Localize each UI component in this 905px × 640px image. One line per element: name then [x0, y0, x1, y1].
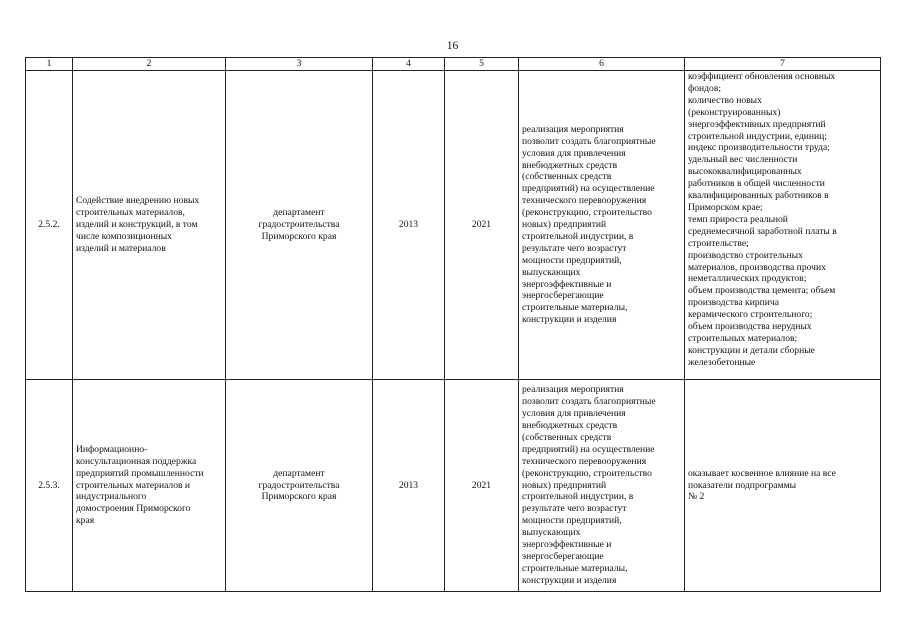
text-line: края [76, 515, 95, 527]
text-line: условия для привлечения [522, 147, 626, 159]
text-line: домостроения Приморского [76, 503, 191, 515]
text-line: Содействие внедрению новых [76, 195, 200, 207]
text-line: неметаллических продуктов; [688, 273, 807, 285]
text-line: новых) предприятий [522, 479, 607, 491]
text-line: строительстве; [688, 237, 749, 249]
end-year: 2021 [445, 71, 519, 380]
text-line: объем производства нерудных [688, 321, 812, 333]
expected-result-cell [519, 380, 685, 592]
text-line: энергоэффективных предприятий [688, 118, 826, 130]
text-line: конструкции и изделия [522, 574, 617, 586]
text-line: выпускающих [522, 266, 581, 278]
text-line: изделий и конструкций, в том [76, 219, 198, 231]
text-line: производства кирпича [688, 297, 779, 309]
header-cell: 1 [26, 58, 73, 71]
text-line: железобетонные [688, 356, 756, 368]
text-line: конструкции и детали сборные [688, 344, 815, 356]
header-cell: 3 [226, 58, 373, 71]
text-line: реализация мероприятия [522, 384, 624, 396]
text-line: (реконструкцию, строительство [522, 207, 652, 219]
text-line: предприятий) на осуществление [522, 443, 655, 455]
text-line: Приморском крае; [688, 201, 763, 213]
start-year: 2013 [373, 380, 445, 592]
text-line: технического перевооружения [522, 455, 647, 467]
text-line: новых) предприятий [522, 219, 607, 231]
text-line: Приморского края [261, 491, 337, 503]
header-cell: 4 [373, 58, 445, 71]
text-line: энергоэффективные и [522, 278, 612, 290]
text-line: позволит создать благоприятные [522, 396, 656, 408]
text-line: выпускающих [522, 527, 581, 539]
activity-cell [73, 71, 226, 380]
text-line: темп прироста реальной [688, 213, 788, 225]
text-line: числе композиционных [76, 230, 172, 242]
text-line: строительной индустрии, в [522, 491, 634, 503]
text-line: позволит создать благоприятные [522, 135, 656, 147]
text-line: строительные материалы, [522, 562, 628, 574]
text-line: производство строительных [688, 249, 803, 261]
text-line: удельный вес численности [688, 154, 798, 166]
text-line: мощности предприятий, [522, 515, 622, 527]
text-line: объем производства цемента; объем [688, 285, 836, 297]
end-year: 2021 [445, 380, 519, 592]
text-line: (реконструкцию, строительство [522, 467, 652, 479]
text-line: высококвалифицированных [688, 166, 802, 178]
text-line: (реконструированных) [688, 106, 781, 118]
text-line: Приморского края [261, 230, 337, 242]
text-line: результате чего возрастут [522, 242, 627, 254]
text-line: строительной индустрии, единиц; [688, 130, 827, 142]
text-line: реализация мероприятия [522, 123, 624, 135]
header-cell: 6 [519, 58, 685, 71]
header-cell: 5 [445, 58, 519, 71]
text-line: фондов; [688, 82, 722, 94]
text-line: департамент [273, 467, 325, 479]
executor-cell [226, 380, 373, 592]
text-line: предприятий промышленности [76, 467, 204, 479]
text-line: работников в общей численности [688, 178, 825, 190]
header-cell: 7 [685, 58, 881, 71]
text-line: предприятий) на осуществление [522, 183, 655, 195]
text-line: конструкции и изделия [522, 314, 617, 326]
text-line: Информационно- [76, 443, 148, 455]
text-line: (собственных средств [522, 171, 612, 183]
text-line: мощности предприятий, [522, 254, 622, 266]
text-line: индекс производительности труда; [688, 142, 830, 154]
item-number: 2.5.2. [26, 71, 73, 380]
text-line: строительные материалы, [522, 302, 628, 314]
text-line: оказывает косвенное влияние на все [688, 467, 836, 479]
text-line: материалов, производства прочих [688, 261, 826, 273]
text-line: результате чего возрастут [522, 503, 627, 515]
text-line: керамического строительного; [688, 309, 813, 321]
start-year: 2013 [373, 71, 445, 380]
text-line: департамент [273, 207, 325, 219]
text-line: строительных материалов и [76, 479, 191, 491]
table-row [26, 71, 881, 380]
text-line: среднемесячной заработной платы в [688, 225, 837, 237]
program-table [25, 57, 881, 592]
text-line: коэффициент обновления основных [688, 71, 836, 82]
text-line: квалифицированных работников в [688, 190, 829, 202]
text-line: (собственных средств [522, 431, 612, 443]
text-line: энергоэффективные и [522, 539, 612, 551]
header-cell: 2 [73, 58, 226, 71]
text-line: строительных материалов; [688, 332, 798, 344]
indicators-cell [685, 71, 881, 380]
activity-cell [73, 380, 226, 592]
text-line: градостроительства [258, 479, 340, 491]
text-line: показатели подпрограммы [688, 479, 797, 491]
page-number: 16 [446, 40, 459, 52]
header-row [26, 58, 881, 71]
table-row [26, 380, 881, 592]
text-line: № 2 [688, 491, 705, 503]
executor-cell [226, 71, 373, 380]
text-line: энергосберегающие [522, 550, 604, 562]
indicators-cell [685, 380, 881, 592]
text-line: условия для привлечения [522, 408, 626, 420]
text-line: градостроительства [258, 219, 340, 231]
text-line: изделий и материалов [76, 242, 166, 254]
text-line: строительных материалов, [76, 207, 185, 219]
text-line: внебюджетных средств [522, 420, 618, 432]
text-line: энергосберегающие [522, 290, 604, 302]
text-line: индустриального [76, 491, 147, 503]
text-line: технического перевооружения [522, 195, 647, 207]
text-line: количество новых [688, 94, 762, 106]
expected-result-cell [519, 71, 685, 380]
item-number: 2.5.3. [26, 380, 73, 592]
text-line: консультационная поддержка [76, 455, 197, 467]
text-line: внебюджетных средств [522, 159, 618, 171]
text-line: строительной индустрии, в [522, 230, 634, 242]
